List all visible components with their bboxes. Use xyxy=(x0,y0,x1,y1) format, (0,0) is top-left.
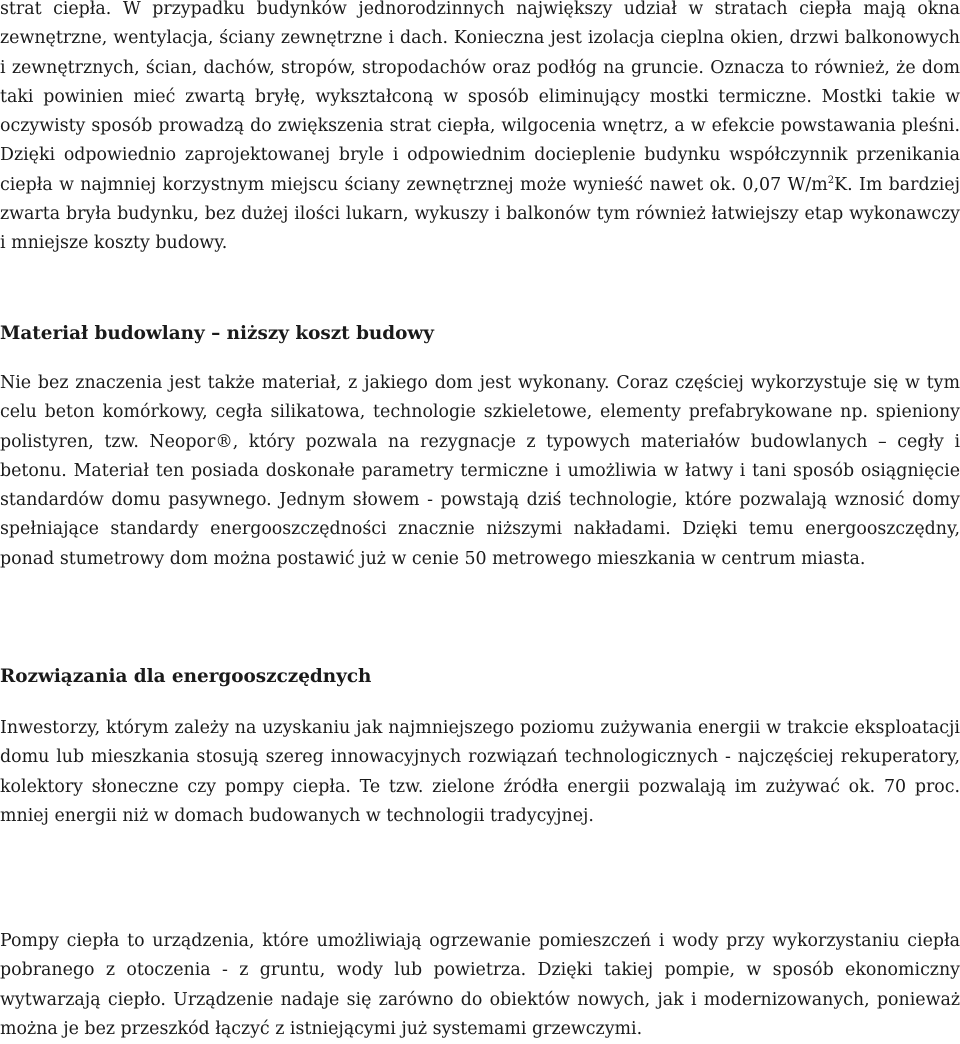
intro-text-a: strat ciepła. W przypadku budynków jednorodzinnych największy udział w stratach ciepła mają okna zewnętrzne, wentylacja, ściany zewnętrzne i dach. Konieczna jest izolacja cieplna okien, drzwi balkonowych i zewnętrznych, ścian, dachów, stropów, stropodachów oraz podłóg na gruncie. Oznacza to również, że dom taki powinien mieć zwartą bryłę, wykształconą w sposób eliminujący mostki termiczne. Mostki takie w oczywisty sposób prowadzą do zwiększenia strat ciepła, wilgocenia wnętrz, a w efekcie powstawania pleśni. Dzięki odpowiednio zaprojektowanej bryle i odpowiednim docieplenie budynku współczynnik przenikania ciepła w najmniej korzystnym miejscu ściany zewnętrznej może wynieść nawet ok. 0,07 W/m xyxy=(0,0,960,195)
intro-paragraph xyxy=(0,0,960,259)
intro-text-b: K. Im bardziej zwarta bryła budynku, bez dużej ilości lukarn, wykuszy i balkonów tym również łatwiejszy etap wykonawczy i mniejsze koszty budowy. xyxy=(0,174,960,254)
solutions-paragraph-1: Inwestorzy, którym zależy na uzyskaniu jak najmniejszego poziomu zużywania energii w trakcie eksploatacji domu lub mieszkania stosują szereg innowacyjnych rozwiązań technologicznych - najczęściej rekuperatory, kolektory słoneczne czy pompy ciepła. Te tzw. zielone źródła energii pozwalają im zużywać ok. 70 proc. mniej energii niż w domach budowanych w technologii tradycyjnej. xyxy=(0,718,960,826)
solutions-heading: Rozwiązania dla energooszczędnych xyxy=(0,666,372,687)
material-heading: Materiał budowlany – niższy koszt budowy xyxy=(0,323,434,344)
unit-superscript: 2 xyxy=(827,174,835,186)
solutions-paragraph-2: Pompy ciepła to urządzenia, które umożliwiają ogrzewanie pomieszczeń i wody przy wykorzystaniu ciepła pobranego z otoczenia - z gruntu, wody lub powietrza. Dzięki takiej pompie, w sposób ekonomiczny wytwarzają ciepło. Urządzenie nadaje się zarówno do obiektów nowych, jak i modernizowanych, ponieważ można je bez przeszkód łączyć z istniejącymi już systemami grzewczymi. xyxy=(0,931,960,1039)
material-paragraph: Nie bez znaczenia jest także materiał, z jakiego dom jest wykonany. Coraz częściej wykorzystuje się w tym celu beton komórkowy, cegła silikatowa, technologie szkieletowe, elementy prefabrykowane np. spieniony polistyren, tzw. Neopor®, który pozwala na rezygnacje z typowych materiałów budowlanych – cegły i betonu. Materiał ten posiada doskonałe parametry termiczne i umożliwia w łatwy i tani sposób osiągnięcie standardów domu pasywnego. Jednym słowem - powstają dziś technologie, które pozwalają wznosić domy spełniające standardy energooszczędności znacznie niższymi nakładami. Dzięki temu energooszczędny, ponad stumetrowy dom można postawić już w cenie 50 metrowego mieszkania w centrum miasta. xyxy=(0,373,960,569)
